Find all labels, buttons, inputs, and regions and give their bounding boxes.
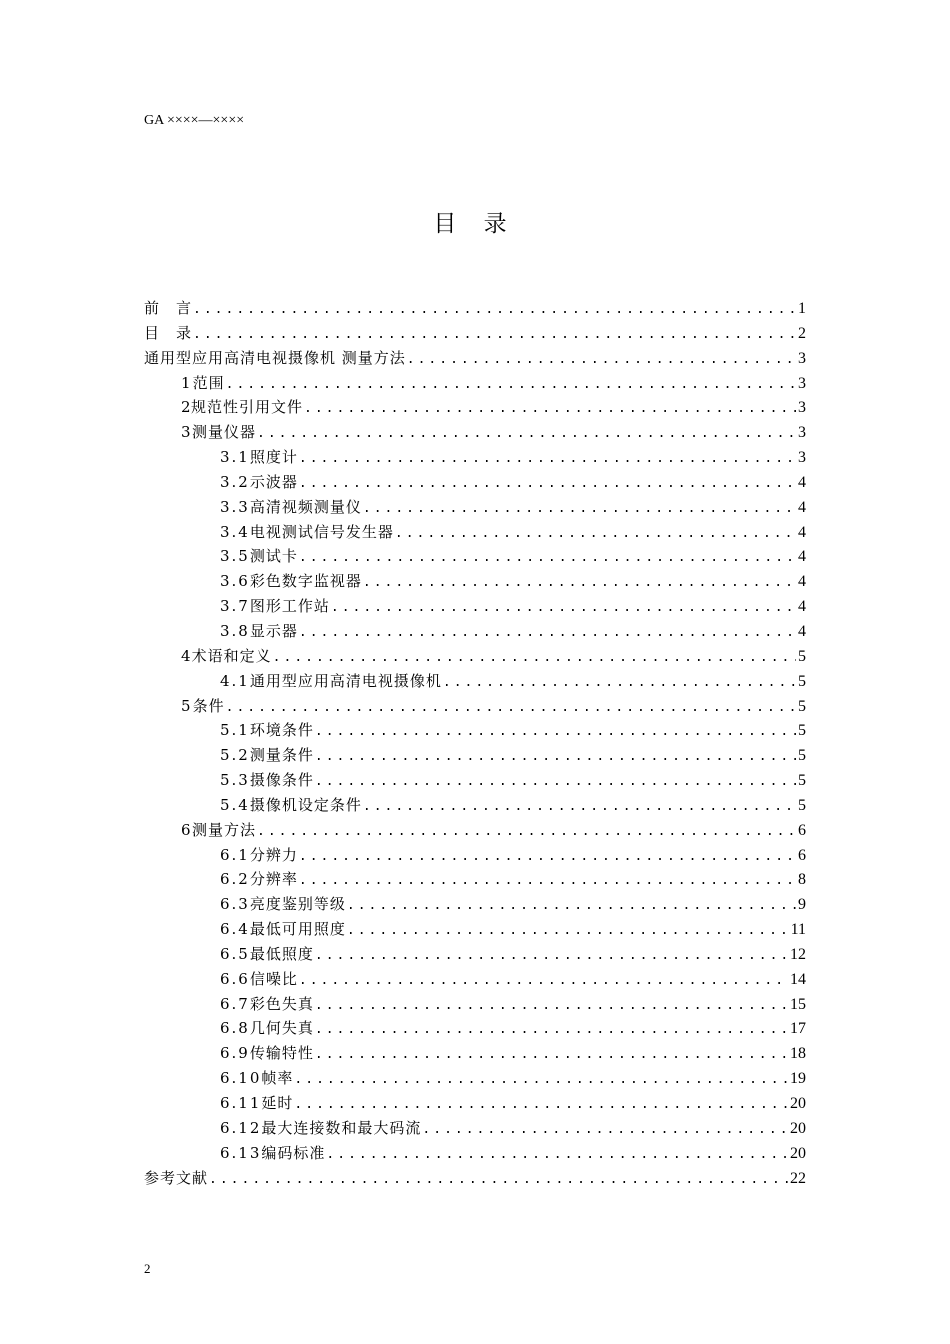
- toc-dot-leader: [257, 422, 796, 447]
- toc-entry-title: 范围: [192, 373, 225, 392]
- toc-entry-page: 5: [798, 672, 806, 690]
- toc-entry-page: 20: [790, 1119, 806, 1137]
- toc-entry-number: 6.9: [220, 1044, 250, 1063]
- toc-dot-leader: [299, 546, 796, 571]
- toc-entry[interactable]: [144, 1041, 806, 1066]
- toc-entry[interactable]: [144, 992, 806, 1017]
- toc-entry-title: 编码标准: [261, 1143, 326, 1162]
- toc-entry-page: 15: [790, 995, 806, 1013]
- toc-dot-leader: [315, 1043, 788, 1068]
- toc-entry[interactable]: [144, 544, 806, 569]
- toc-entry[interactable]: [144, 569, 806, 594]
- toc-entry-title: 亮度鉴别等级: [249, 895, 346, 914]
- toc-entry-page: 4: [798, 473, 806, 491]
- toc-entry[interactable]: [144, 395, 806, 420]
- toc-entry-number: 5.3: [220, 771, 250, 790]
- toc-entry-title: 高清视频测量仪: [249, 497, 362, 516]
- toc-entry-page: 17: [790, 1020, 806, 1038]
- toc-entry-title: 术语和定义: [191, 646, 272, 665]
- table-of-contents: [144, 296, 806, 1190]
- toc-entry[interactable]: [144, 669, 806, 694]
- toc-dot-leader: [209, 1168, 788, 1193]
- toc-entry-page: 5: [798, 747, 806, 765]
- toc-entry-number: 6.11: [220, 1094, 262, 1112]
- toc-entry-number: 5: [181, 696, 191, 715]
- toc-entry-number: 5.2: [220, 746, 250, 765]
- toc-entry-title: 测量方法: [191, 820, 256, 839]
- toc-entry[interactable]: [144, 818, 806, 843]
- toc-dot-leader: [363, 497, 796, 522]
- toc-entry-title: 规范性引用文件: [191, 398, 304, 417]
- toc-entry-title: 分辨率: [249, 870, 298, 889]
- toc-dot-leader: [294, 1068, 788, 1093]
- toc-entry[interactable]: [144, 1141, 806, 1166]
- toc-entry[interactable]: [144, 371, 806, 396]
- toc-entry-title: 环境条件: [249, 721, 314, 740]
- toc-entry-title: 信噪比: [249, 969, 298, 988]
- toc-dot-leader: [315, 1018, 788, 1043]
- toc-entry-number: 2: [181, 398, 191, 417]
- toc-entry-number: 6.8: [220, 1019, 250, 1038]
- toc-entry[interactable]: [144, 1166, 806, 1191]
- toc-entry-number: 6.12: [220, 1118, 262, 1137]
- toc-entry-page: 20: [790, 1095, 806, 1112]
- toc-entry-number: 4.1: [220, 671, 250, 690]
- toc-entry-number: 6.10: [220, 1069, 262, 1088]
- toc-entry-number: 6.13: [220, 1143, 262, 1162]
- toc-entry-title: 条件: [192, 696, 225, 715]
- toc-entry[interactable]: [144, 892, 806, 917]
- toc-entry-page: 3: [797, 399, 806, 417]
- toc-entry-title: 最低照度: [249, 944, 314, 963]
- toc-entry-title: 彩色数字监视器: [249, 572, 362, 591]
- footer-page-number: 2: [144, 1261, 151, 1276]
- toc-dot-leader: [299, 472, 796, 497]
- toc-entry-number: 6.1: [220, 845, 250, 864]
- toc-entry-number: 3.5: [220, 547, 250, 566]
- toc-entry-page: 20: [790, 1144, 806, 1162]
- toc-entry-page: 4: [798, 548, 806, 566]
- toc-entry-page: 8: [798, 871, 806, 889]
- toc-entry[interactable]: [144, 1016, 806, 1041]
- toc-entry-title: 目 录: [144, 323, 193, 342]
- toc-dot-leader: [315, 994, 788, 1019]
- toc-entry-page: 14: [790, 970, 806, 988]
- toc-dot-leader: [304, 397, 796, 422]
- toc-entry[interactable]: [144, 445, 806, 470]
- toc-entry-number: 3.3: [220, 497, 250, 516]
- toc-entry-number: 4: [181, 646, 191, 665]
- toc-entry-page: 1: [798, 300, 806, 317]
- toc-entry[interactable]: [144, 296, 806, 321]
- toc-dot-leader: [193, 323, 796, 348]
- toc-entry-title: 最低可用照度: [249, 920, 346, 939]
- toc-dot-leader: [226, 696, 796, 721]
- toc-dot-leader: [315, 944, 788, 969]
- toc-entry[interactable]: [144, 917, 806, 942]
- toc-entry-page: 3: [798, 424, 806, 442]
- toc-entry-title: 通用型应用高清电视摄像机: [249, 671, 442, 690]
- toc-entry[interactable]: [144, 346, 806, 371]
- toc-entry[interactable]: [144, 420, 806, 445]
- toc-dot-leader: [257, 820, 796, 845]
- toc-entry-page: 9: [798, 896, 806, 914]
- toc-entry[interactable]: [144, 321, 806, 346]
- toc-entry-title: 最大连接数和最大码流: [261, 1118, 422, 1137]
- toc-entry-page: 3: [798, 449, 806, 467]
- toc-entry-number: 5.1: [220, 721, 250, 740]
- toc-entry-number: 3.2: [220, 472, 250, 491]
- toc-entry-page: 6: [798, 821, 806, 839]
- toc-entry-title: 分辨力: [249, 845, 298, 864]
- toc-entry-page: 5: [798, 772, 806, 790]
- toc-entry-page: 2: [798, 324, 806, 342]
- toc-dot-leader: [299, 869, 796, 894]
- toc-dot-leader: [326, 1143, 788, 1168]
- toc-entry-number: 6.7: [220, 994, 250, 1013]
- toc-entry[interactable]: [144, 793, 806, 818]
- toc-entry-number: 5.4: [220, 795, 250, 814]
- toc-dot-leader: [395, 522, 796, 547]
- page-title: 目 录: [433, 211, 517, 237]
- toc-entry-page: 4: [798, 622, 806, 640]
- toc-entry[interactable]: [144, 718, 806, 743]
- toc-entry-title: 帧率: [261, 1069, 294, 1088]
- toc-entry-title: 显示器: [249, 621, 298, 640]
- toc-entry-number: 3.4: [220, 522, 250, 541]
- toc-entry-title: 图形工作站: [249, 597, 330, 616]
- toc-entry-title: 示波器: [249, 472, 298, 491]
- toc-dot-leader: [315, 720, 796, 745]
- toc-entry-number: 3.7: [220, 597, 250, 616]
- toc-entry-number: 3.1: [220, 448, 250, 467]
- toc-entry-number: 6.5: [220, 944, 250, 963]
- toc-entry-title: 传输特性: [249, 1044, 314, 1063]
- toc-entry-page: 5: [798, 647, 806, 665]
- toc-entry[interactable]: [144, 694, 806, 719]
- toc-entry-number: 6: [181, 820, 191, 839]
- toc-entry[interactable]: [144, 1116, 806, 1141]
- toc-entry[interactable]: [144, 619, 806, 644]
- toc-dot-leader: [315, 770, 796, 795]
- toc-entry-number: 3.8: [220, 621, 250, 640]
- toc-dot-leader: [331, 596, 796, 621]
- toc-entry-page: 4: [798, 598, 806, 616]
- toc-entry-page: 5: [798, 697, 806, 715]
- toc-entry[interactable]: [144, 967, 806, 992]
- toc-dot-leader: [299, 447, 796, 472]
- toc-entry-title: 测量仪器: [191, 423, 256, 442]
- toc-entry-page: 3: [798, 349, 806, 367]
- toc-entry-number: 3.6: [220, 572, 250, 591]
- toc-dot-leader: [363, 571, 796, 596]
- toc-dot-leader: [315, 745, 796, 770]
- toc-dot-leader: [193, 298, 796, 323]
- toc-entry-title: 照度计: [249, 448, 298, 467]
- toc-dot-leader: [407, 348, 796, 373]
- toc-entry-page: 18: [790, 1045, 806, 1063]
- toc-dot-leader: [273, 646, 796, 671]
- toc-dot-leader: [347, 919, 789, 944]
- toc-entry-page: 5: [798, 722, 806, 740]
- toc-entry-page: 3: [798, 374, 806, 392]
- standard-code-header: GA ××××—××××: [144, 113, 245, 128]
- toc-entry-page: 6: [798, 846, 806, 864]
- toc-entry[interactable]: [144, 594, 806, 619]
- toc-entry-title: 前 言: [144, 299, 193, 317]
- toc-entry[interactable]: [144, 843, 806, 868]
- toc-entry-page: 11: [790, 921, 806, 939]
- toc-entry[interactable]: [144, 644, 806, 669]
- toc-entry-number: 6.3: [220, 895, 250, 914]
- toc-entry-title: 摄像机设定条件: [249, 795, 362, 814]
- toc-entry[interactable]: [144, 470, 806, 495]
- toc-entry-title: 测试卡: [249, 547, 298, 566]
- toc-entry[interactable]: [144, 942, 806, 967]
- toc-entry-title: 通用型应用高清电视摄像机 测量方法: [144, 348, 406, 367]
- toc-entry-title: 电视测试信号发生器: [249, 522, 394, 541]
- toc-entry[interactable]: [144, 768, 806, 793]
- toc-entry-title: 彩色失真: [249, 994, 314, 1013]
- toc-dot-leader: [226, 373, 796, 398]
- toc-dot-leader: [299, 845, 796, 870]
- toc-entry-number: 6.4: [220, 920, 250, 939]
- toc-entry-title: 参考文献: [144, 1168, 209, 1187]
- toc-entry[interactable]: [144, 495, 806, 520]
- toc-entry-number: 6.2: [220, 870, 250, 889]
- toc-entry-page: 4: [798, 523, 806, 541]
- toc-dot-leader: [294, 1093, 788, 1118]
- toc-entry-title: 测量条件: [249, 746, 314, 765]
- toc-entry[interactable]: [144, 520, 806, 545]
- toc-entry-page: 4: [798, 498, 806, 516]
- toc-entry-number: 3: [181, 423, 191, 442]
- toc-entry[interactable]: [144, 867, 806, 892]
- toc-entry[interactable]: [144, 1066, 806, 1091]
- toc-entry-page: 22: [790, 1169, 806, 1187]
- toc-entry-page: 19: [790, 1070, 806, 1088]
- toc-dot-leader: [299, 621, 796, 646]
- toc-entry-page: 4: [798, 573, 806, 591]
- toc-entry-number: 1: [181, 373, 191, 392]
- toc-entry[interactable]: [144, 1091, 806, 1116]
- toc-entry-title: 几何失真: [249, 1019, 314, 1038]
- toc-dot-leader: [443, 671, 796, 696]
- toc-entry-title: 延时: [261, 1094, 294, 1112]
- toc-dot-leader: [422, 1118, 788, 1143]
- toc-entry-title: 摄像条件: [249, 771, 314, 790]
- toc-dot-leader: [299, 969, 788, 994]
- toc-dot-leader: [363, 795, 796, 820]
- toc-entry-page: 5: [798, 796, 806, 814]
- toc-entry-page: 12: [790, 945, 806, 963]
- toc-entry-number: 6.6: [220, 969, 250, 988]
- toc-entry[interactable]: [144, 743, 806, 768]
- toc-dot-leader: [347, 894, 796, 919]
